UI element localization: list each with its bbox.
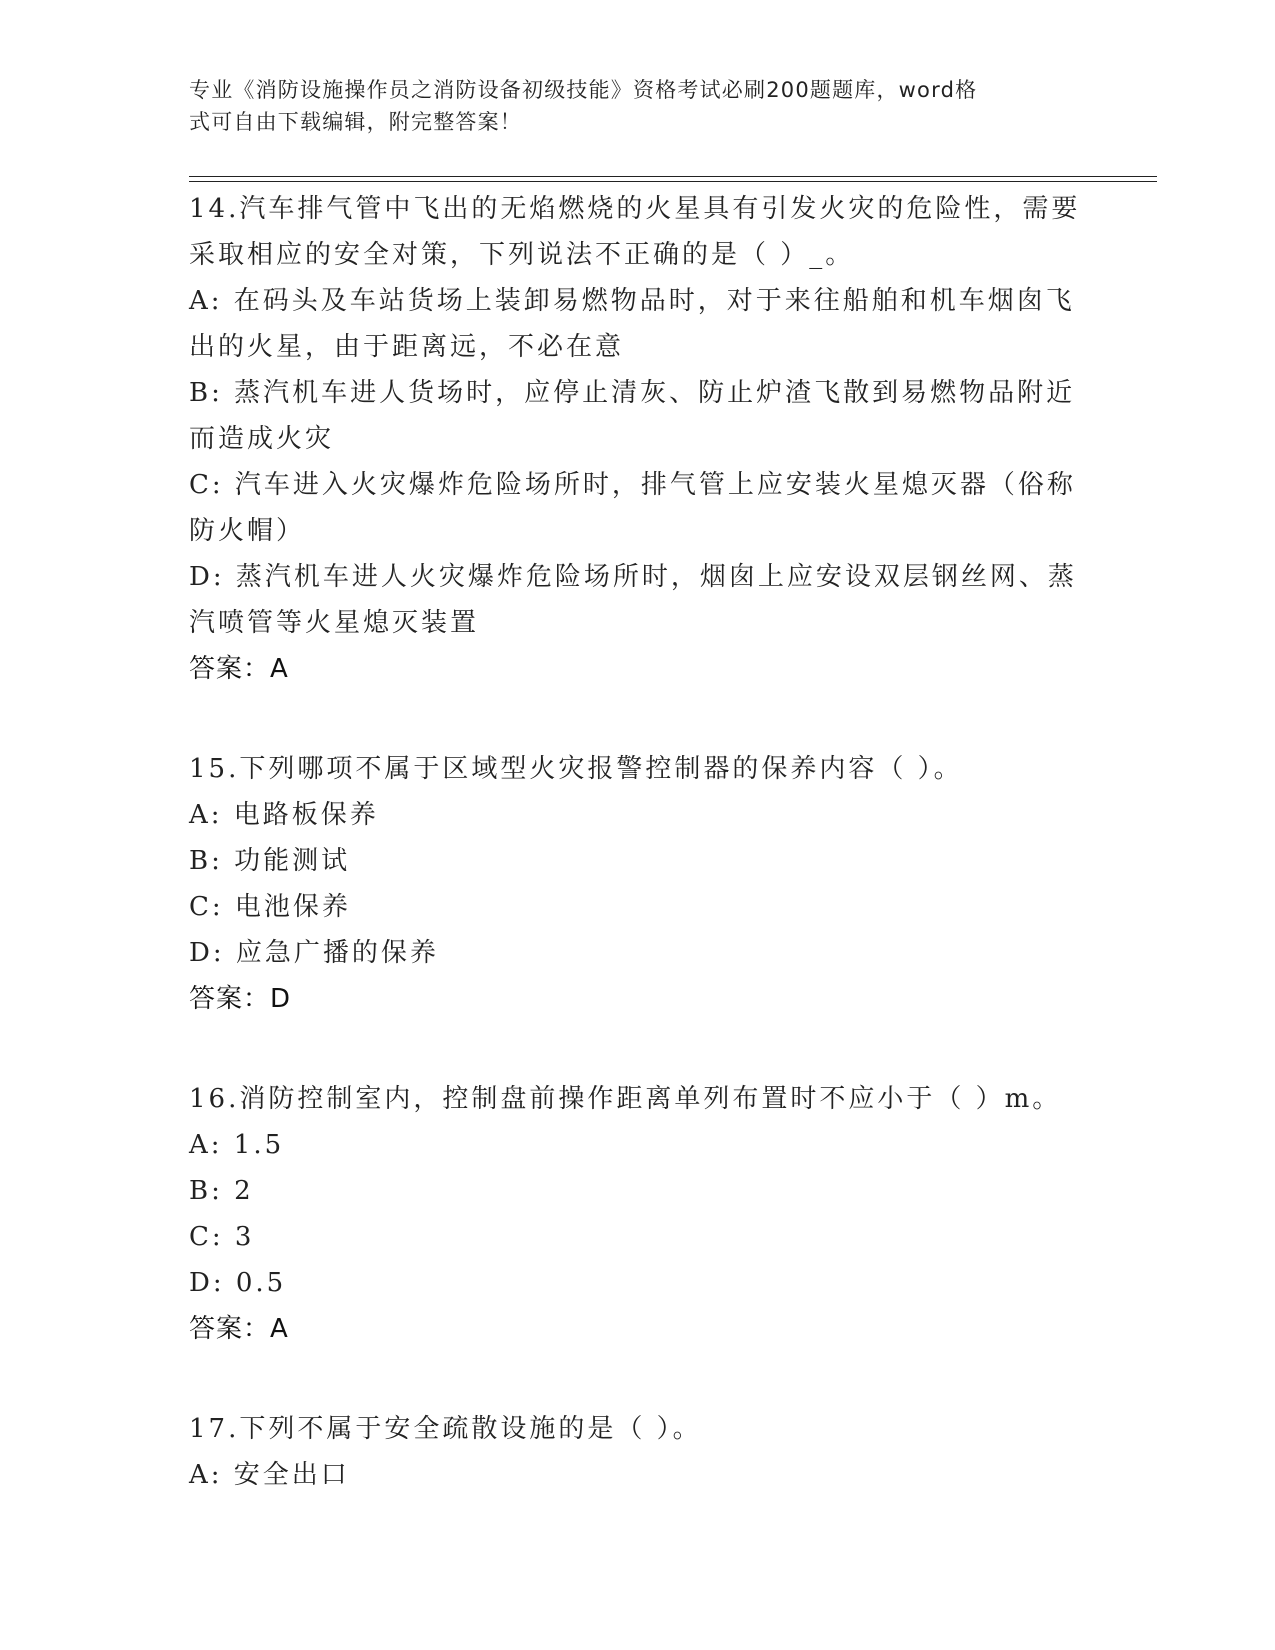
option-b-line: B: 功能测试	[189, 846, 351, 876]
option-c-line: 防火帽）	[189, 516, 306, 546]
question-text-line: 17.下列不属于安全疏散设施的是（ ）。	[189, 1414, 702, 1444]
option-d-line: D: 0.5	[189, 1268, 287, 1298]
question-text-line: 14.汽车排气管中飞出的无焰燃烧的火星具有引发火灾的危险性，需要	[189, 194, 1081, 224]
option-c-line: C: 电池保养	[189, 892, 351, 922]
option-a-line: A: 电路板保养	[189, 800, 379, 830]
option-c-line: C: 汽车进入火灾爆炸危险场所时，排气管上应安装火星熄灭器（俗称	[189, 470, 1076, 500]
answer-label: 答案：A	[189, 1314, 289, 1344]
question-17	[189, 1406, 1089, 1498]
question-text-line: 15.下列哪项不属于区域型火灾报警控制器的保养内容（ ）。	[189, 754, 963, 784]
answer-label: 答案：A	[189, 654, 289, 684]
option-b-line: B: 蒸汽机车进人货场时，应停止清灰、防止炉渣飞散到易燃物品附近	[189, 378, 1076, 408]
option-a-line: 出的火星，由于距离远，不必在意	[189, 332, 625, 362]
option-d-line: D: 应急广播的保养	[189, 938, 439, 968]
document-header	[189, 74, 1079, 138]
option-a-line: A: 在码头及车站货场上装卸易燃物品时，对于来往船舶和机车烟囱飞	[189, 286, 1075, 316]
header-divider-bottom	[189, 181, 1157, 182]
header-line-1: 专业《消防设施操作员之消防设备初级技能》资格考试必刷200题题库，word格	[189, 78, 978, 102]
header-divider-top	[189, 176, 1157, 177]
question-list	[189, 186, 1089, 1552]
option-b-line: B: 2	[189, 1176, 254, 1206]
option-d-line: D: 蒸汽机车进人火灾爆炸危险场所时，烟囱上应安设双层钢丝网、蒸	[189, 562, 1077, 592]
question-15	[189, 746, 1089, 1022]
question-text-line: 采取相应的安全对策，下列说法不正确的是（ ）_。	[189, 240, 855, 270]
option-b-line: 而造成火灾	[189, 424, 335, 454]
answer-label: 答案：D	[189, 984, 292, 1014]
option-c-line: C: 3	[189, 1222, 255, 1252]
header-line-2: 式可自由下载编辑，附完整答案！	[189, 110, 522, 134]
option-d-line: 汽喷管等火星熄灭装置	[189, 608, 480, 638]
question-16	[189, 1076, 1089, 1352]
question-text-line: 16.消防控制室内，控制盘前操作距离单列布置时不应小于（ ）m。	[189, 1084, 1062, 1114]
option-a-line: A: 安全出口	[189, 1460, 350, 1490]
question-14	[189, 186, 1089, 692]
option-a-line: A: 1.5	[189, 1130, 285, 1160]
